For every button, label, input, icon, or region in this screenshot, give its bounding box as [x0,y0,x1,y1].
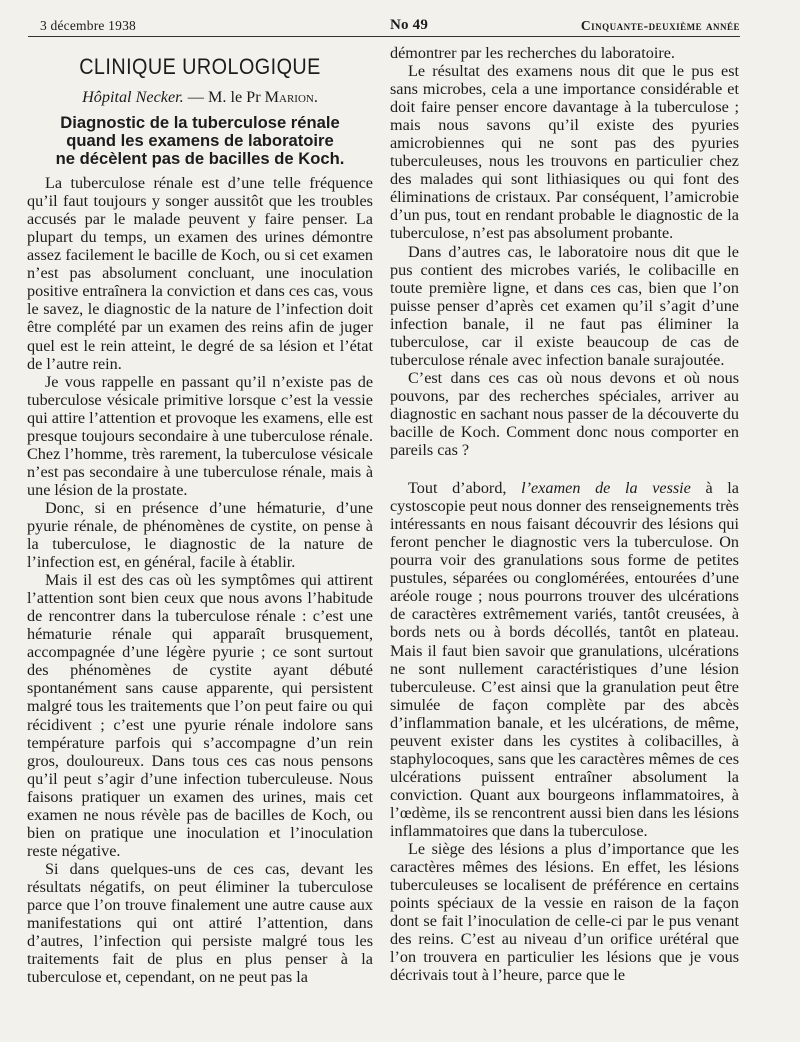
paragraph: Donc, si en présence d’une hématurie, d’une pyurie rénale, de phénomènes de cystite, on pense à la tuberculose, le diagnostic de la nature de l’infection est, en général, facile à établir. [27,498,373,572]
byline-hospital: Hôpital Necker. [82,88,184,107]
section-title: CLINIQUE UROLOGIQUE [79,54,321,79]
paragraph: Le résultat des examens nous dit que le pus est sans microbes, cela a une importance considérable et doit faire penser encore davantage à la tuberculose ; mais nous savons qu’il existe des pyuries amicrobiennes qui ne sont pas des pyuries tuberculeuses, nous les trouvons en particulier chez des malades qui sont lithiasiques ou qui font des éliminations de cristaux. Par conséquent, l’amicrobie d’un pus, tout en rendant probable le diagnostic de la tuberculose, n’est pas absolument probante. [390,62,739,243]
paragraph: Le siège des lésions a plus d’importance que les caractères mêmes des lésions. En effet, les lésions tuberculeuses se localisent de préférence en certains points spéciaux de la vessie en raison de la façon dont se fait l’inoculation de celle-ci par le pus venant des reins. C’est au niveau d’un orifice urétéral que l’on trouvera en particulier les lésions que je vous décrivais tout à l’heure, parce que le [390,840,739,985]
byline-dash: — [187,88,204,107]
running-head [34,16,740,38]
article-title-line: ne décèlent pas de bacilles de Koch. [55,149,345,169]
byline-author-name: Marion. [264,88,318,107]
byline-author-prefix: M. le Pr [207,88,261,107]
header-rule [28,36,740,37]
right-column [390,44,739,984]
paragraph: Mais il est des cas où les symptômes qui attirent l’attention sont bien ceux que nous avons l’habitude de rencontrer dans la tuberculose rénale : c’est une hématurie rénale qui apparaît brusquement, accompagnée d’une légère pyurie ; ce sont surtout des phénomènes de cystite ayant débuté spontanément sans cause apparente, qui persistent malgré tous les traitements que l’on peut faire ou qui récidivent ; c’est une pyurie rénale indolore sans température parfois qui s’accompagne d’un rein gros, douloureux. Dans tous ces cas nous pensons qu’il peut s’agir d’une infection tuberculeuse. Nous faisons pratiquer un examen des urines, mais cet examen ne nous révèle pas de bacilles de Koch, ou bien on pratique une inoculation et l’inoculation reste négative. [27,571,373,860]
article-title-line: quand les examens de laboratoire [66,131,334,151]
byline [27,88,373,106]
text-run: à la cystoscopie peut nous donner des renseignements très intéressants en nous faisant découvrir des lésions qui feront pencher le diagnostic vers la tuberculose. On pourra voir des granulations sous forme de petites pustules, séparées ou conglomérées, entourées d’une aréole rouge ; nous pourrons trouver des ulcérations de caractères extrêmement variés, tantôt creusées, à bords nets ou à bords décollés, tantôt en plateau. Mais il faut bien savoir que granulations, ulcérations ne sont nullement caractéristiques d’une lésion tuberculeuse. C’est ainsi que la granulation peut être simulée de façon complète par des abcès d’inflammation banale, et les ulcérations, de même, peuvent exister dans les cystites à colibacilles, à staphylocoques, sans que les caractères mêmes de ces ulcérations puissent entraîner absolument la conviction. Quant aux bourgeons inflammatoires, à l’œdème, ils se rencontrent aussi bien dans les lésions inflammatoires que dans la tuberculose. [390,479,739,840]
paragraph: La tuberculose rénale est d’une telle fréquence qu’il faut toujours y songer aussitôt que les troubles accusés par le malade peuvent y faire penser. La plupart du temps, un examen des urines démontre assez facilement le bacille de Koch, ou si cet examen n’est pas absolument concluant, une inoculation positive entraînera la conviction et dans ces cas, vous le savez, le diagnostic de la nature de l’infection doit être complété par un examen des reins afin de juger quel est le rein atteint, le degré de sa lésion et l’état de l’autre rein. [27,174,373,373]
paragraph: C’est dans ces cas où nous devons et où nous pouvons, par des recherches spéciales, arriver au diagnostic en sachant nous passer de la découverte du bacille de Koch. Comment donc nous comporter en pareils cas ? [390,368,739,460]
left-column [27,44,373,986]
header-date: 3 décembre 1938 [40,18,136,33]
paragraph: Si dans quelques-uns de ces cas, devant les résultats négatifs, on peut éliminer la tuberculose parce que l’on trouve finalement une autre cause aux manifestations qui ont attiré l’attention, dans d’autres, l’infection qui persiste malgré tous les traitements fait de plus en plus penser à la tuberculose et, cependant, on ne peut pas la [27,859,373,987]
text-run: Tout d’abord, [408,479,522,498]
issue-number: No 49 [390,17,429,33]
emphasis: l’examen de la vessie [521,479,691,498]
paragraph: Dans d’autres cas, le laboratoire nous dit que le pus contient des microbes variés, le colibacille en toute première ligne, et dans ces cas, bien que l’on puisse penser d’après cet examen qu’il s’agit d’une infection banale, il ne faut pas éliminer la tuberculose, car il existe beaucoup de cas de tuberculose rénale avec infection banale surajoutée. [390,242,739,369]
article-title-line: Diagnostic de la tuberculose rénale [60,113,340,133]
paragraph-continued: démontrer par les recherches du laboratoire. [390,44,675,62]
paragraph-cystoscopy [390,479,739,840]
paragraph: Je vous rappelle en passant qu’il n’existe pas de tuberculose vésicale primitive lorsque c’est la vessie qui attire l’attention et provoque les examens, elle est presque toujours secondaire à une tuberculose rénale. Chez l’homme, très rarement, la tuberculose vésicale n’est pas secondaire à une tuberculose rénale, mais à une lésion de la prostate. [27,372,373,499]
volume-year: Cinquante-deuxième année [580,18,740,33]
article-title [27,114,373,168]
paragraph-gap [390,459,739,479]
